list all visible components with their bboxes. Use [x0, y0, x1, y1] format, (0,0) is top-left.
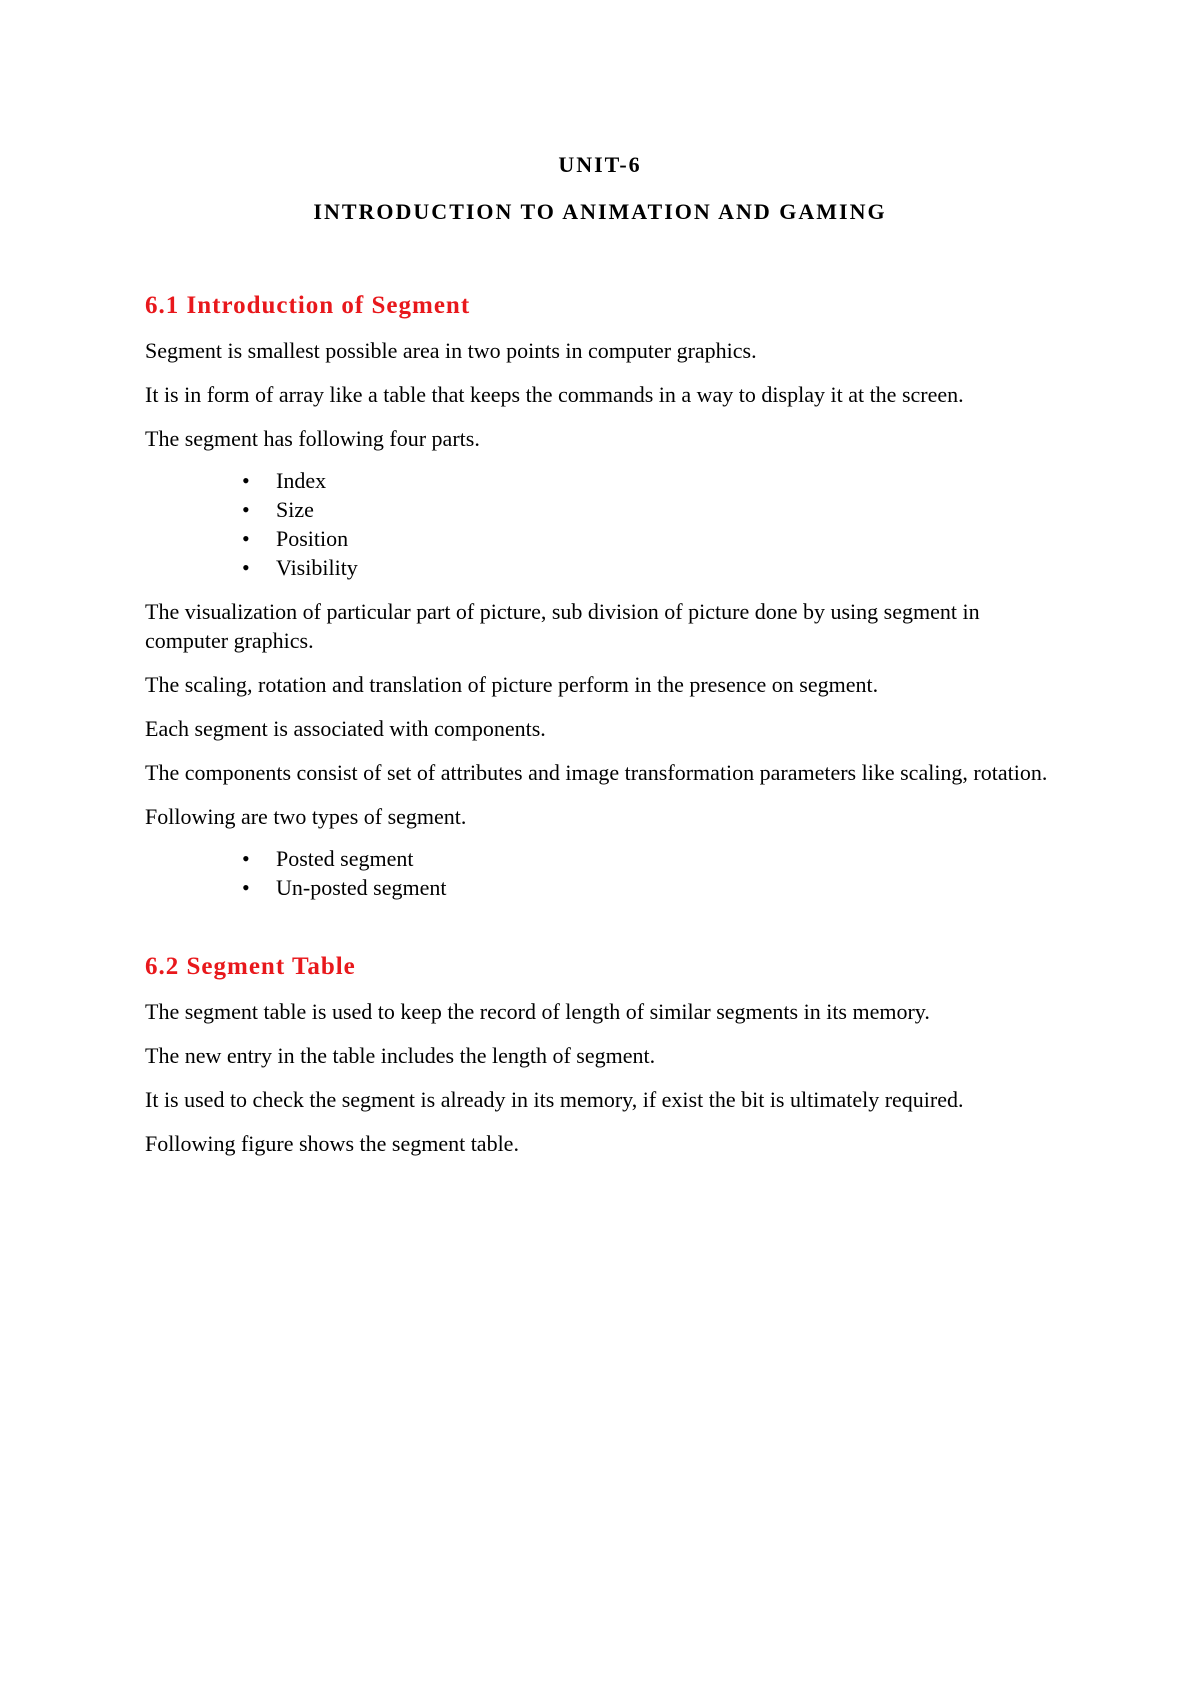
list-item: [242, 466, 1065, 495]
bullet-icon: •: [242, 526, 250, 551]
section-segment-table: [145, 951, 1065, 1158]
segment-parts-list: [145, 466, 1065, 582]
section-heading: 6.1 Introduction of Segment: [145, 292, 471, 319]
paragraph: It is used to check the segment is already in its memory, if exist the bit is ultimately required.: [145, 1087, 964, 1112]
bullet-icon: •: [242, 555, 250, 580]
paragraph: The components consist of set of attributes and image transformation parameters like scaling, rotation.: [145, 760, 1048, 785]
list-item-text: Un-posted segment: [276, 875, 447, 900]
list-item-text: Index: [276, 468, 327, 493]
bullet-icon: •: [242, 846, 250, 871]
paragraph: The new entry in the table includes the length of segment.: [145, 1043, 656, 1068]
list-item: [242, 495, 1065, 524]
paragraph: The segment has following four parts.: [145, 426, 480, 451]
list-item: [242, 844, 1065, 873]
section-heading: 6.2 Segment Table: [145, 953, 356, 980]
bullet-icon: •: [242, 497, 250, 522]
list-item: [242, 524, 1065, 553]
bullet-icon: •: [242, 875, 250, 900]
paragraph: Following figure shows the segment table.: [145, 1131, 519, 1156]
segment-types-list: [145, 844, 1065, 902]
paragraph: The segment table is used to keep the record of length of similar segments in its memory.: [145, 999, 930, 1024]
list-item-text: Size: [276, 497, 314, 522]
list-item-text: Position: [276, 526, 349, 551]
document-title: INTRODUCTION TO ANIMATION AND GAMING: [313, 199, 887, 224]
paragraph: Following are two types of segment.: [145, 804, 467, 829]
paragraph: The scaling, rotation and translation of picture perform in the presence on segment.: [145, 672, 879, 697]
list-item: [242, 873, 1065, 902]
paragraph: The visualization of particular part of picture, sub division of picture done by using segment in computer graphics.: [145, 599, 980, 653]
list-item: [242, 553, 1065, 582]
document-body: [145, 290, 1065, 1173]
list-item-text: Visibility: [276, 555, 358, 580]
paragraph: Each segment is associated with components.: [145, 716, 546, 741]
paragraph: It is in form of array like a table that keeps the commands in a way to display it at the screen.: [145, 382, 964, 407]
bullet-icon: •: [242, 468, 250, 493]
paragraph: Segment is smallest possible area in two points in computer graphics.: [145, 338, 757, 363]
section-spacer: [145, 917, 1065, 951]
list-item-text: Posted segment: [276, 846, 414, 871]
unit-title: UNIT-6: [558, 152, 642, 177]
section-introduction-of-segment: [145, 290, 1065, 902]
